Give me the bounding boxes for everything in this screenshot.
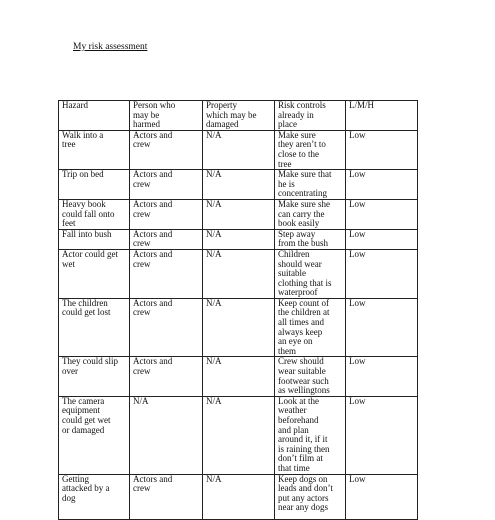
cell-text: Actors and crew — [133, 130, 173, 150]
property-damaged-cell — [203, 357, 275, 396]
risk-level-cell — [346, 199, 418, 229]
person-harmed-cell — [130, 229, 203, 249]
property-damaged-cell — [203, 170, 275, 200]
person-harmed-cell — [130, 357, 203, 396]
person-harmed-cell — [130, 474, 203, 519]
cell-text: The camera equipment could get wet or damaged — [62, 396, 111, 435]
hazard-cell — [59, 396, 130, 474]
hazard-cell — [59, 199, 130, 229]
risk-controls-cell — [275, 249, 346, 298]
header-property-damaged — [203, 101, 275, 131]
cell-text: They could slip over — [62, 356, 118, 377]
cell-text: Trip on bed — [62, 169, 104, 180]
table-row — [59, 170, 418, 200]
cell-text: N/A — [206, 249, 222, 259]
cell-text: Make sure she can carry the book easily — [278, 199, 330, 229]
cell-text: N/A — [206, 169, 222, 180]
header-label: Risk controls already in place — [278, 100, 326, 130]
cell-text: N/A — [133, 396, 149, 406]
cell-text: Actor could get wet — [62, 249, 118, 269]
cell-text: Heavy book could fall onto feet — [62, 199, 115, 229]
cell-text: Low — [349, 229, 366, 239]
risk-level-cell — [346, 170, 418, 200]
header-label: Hazard — [62, 100, 88, 110]
cell-text: Low — [349, 356, 366, 367]
risk-level-cell — [346, 396, 418, 474]
property-damaged-cell — [203, 298, 275, 357]
person-harmed-cell — [130, 199, 203, 229]
property-damaged-cell — [203, 396, 275, 474]
document-title: My risk assessment — [73, 42, 148, 52]
cell-text: Low — [349, 249, 366, 259]
table-row — [59, 474, 418, 519]
cell-text: Make sure they aren’t to close to the tree — [278, 130, 326, 169]
header-risk-controls — [275, 101, 346, 131]
risk-controls-cell — [275, 229, 346, 249]
cell-text: Low — [349, 199, 366, 209]
cell-text: Actors and crew — [133, 298, 173, 318]
table-header-row — [59, 101, 418, 131]
cell-text: Low — [349, 298, 366, 308]
risk-controls-cell — [275, 130, 346, 169]
header-label: Property which may be damaged — [206, 100, 257, 130]
cell-text: Keep count of the children at all times and always keep an eye on them — [278, 298, 330, 356]
property-damaged-cell — [203, 249, 275, 298]
risk-controls-cell — [275, 298, 346, 357]
risk-controls-cell — [275, 474, 346, 519]
hazard-cell — [59, 298, 130, 357]
cell-text: N/A — [206, 229, 222, 239]
cell-text: N/A — [206, 474, 222, 484]
cell-text: Getting attacked by a dog — [62, 474, 110, 503]
table-row — [59, 249, 418, 298]
cell-text: Low — [349, 130, 366, 140]
cell-text: N/A — [206, 130, 222, 140]
cell-text: Step away from the bush — [278, 229, 328, 249]
hazard-cell — [59, 357, 130, 396]
risk-level-cell — [346, 474, 418, 519]
risk-level-cell — [346, 298, 418, 357]
property-damaged-cell — [203, 229, 275, 249]
cell-text: Actors and crew — [133, 474, 173, 494]
person-harmed-cell — [130, 170, 203, 200]
cell-text: N/A — [206, 298, 222, 308]
person-harmed-cell — [130, 396, 203, 474]
header-risk-level — [346, 101, 418, 131]
risk-controls-cell — [275, 357, 346, 396]
cell-text: N/A — [206, 356, 222, 367]
header-label: Person who may be harmed — [133, 100, 176, 130]
cell-text: Low — [349, 474, 366, 484]
hazard-cell — [59, 130, 130, 169]
hazard-cell — [59, 170, 130, 200]
cell-text: Low — [349, 396, 366, 406]
cell-text: Actors and crew — [133, 249, 173, 269]
cell-text: Fall into bush — [62, 229, 112, 239]
property-damaged-cell — [203, 130, 275, 169]
table-row — [59, 199, 418, 229]
property-damaged-cell — [203, 474, 275, 519]
table-body — [59, 130, 418, 519]
risk-level-cell — [346, 357, 418, 396]
cell-text: Actors and crew — [133, 169, 173, 189]
cell-text: The children could get lost — [62, 298, 111, 318]
cell-text: Children should wear suitable clothing that is waterproof — [278, 249, 332, 298]
risk-level-cell — [346, 130, 418, 169]
risk-controls-cell — [275, 396, 346, 474]
cell-text: Walk into a tree — [62, 130, 104, 150]
property-damaged-cell — [203, 199, 275, 229]
cell-text: Low — [349, 169, 366, 180]
hazard-cell — [59, 474, 130, 519]
person-harmed-cell — [130, 298, 203, 357]
table-row — [59, 396, 418, 474]
risk-level-cell — [346, 249, 418, 298]
table-row — [59, 357, 418, 396]
table-row — [59, 298, 418, 357]
person-harmed-cell — [130, 130, 203, 169]
cell-text: Keep dogs on leads and don’t put any actors near any dogs — [278, 474, 333, 513]
cell-text: N/A — [206, 396, 222, 406]
hazard-cell — [59, 229, 130, 249]
risk-controls-cell — [275, 199, 346, 229]
cell-text: N/A — [206, 199, 222, 209]
cell-text: Make sure that he is concentrating — [278, 169, 332, 199]
cell-text: Actors and crew — [133, 356, 173, 377]
hazard-cell — [59, 249, 130, 298]
risk-level-cell — [346, 229, 418, 249]
header-person-harmed — [130, 101, 203, 131]
risk-assessment-table — [58, 100, 418, 520]
header-hazard — [59, 101, 130, 131]
table-row — [59, 130, 418, 169]
cell-text: Actors and crew — [133, 199, 173, 219]
risk-controls-cell — [275, 170, 346, 200]
header-label: L/M/H — [349, 100, 375, 110]
table-row — [59, 229, 418, 249]
cell-text: Actors and crew — [133, 229, 173, 249]
cell-text: Look at the weather beforehand and plan around it, if it is raining then don’t film at that time — [278, 396, 330, 473]
cell-text: Crew should wear suitable footwear such as wellingtons — [278, 356, 330, 396]
person-harmed-cell — [130, 249, 203, 298]
